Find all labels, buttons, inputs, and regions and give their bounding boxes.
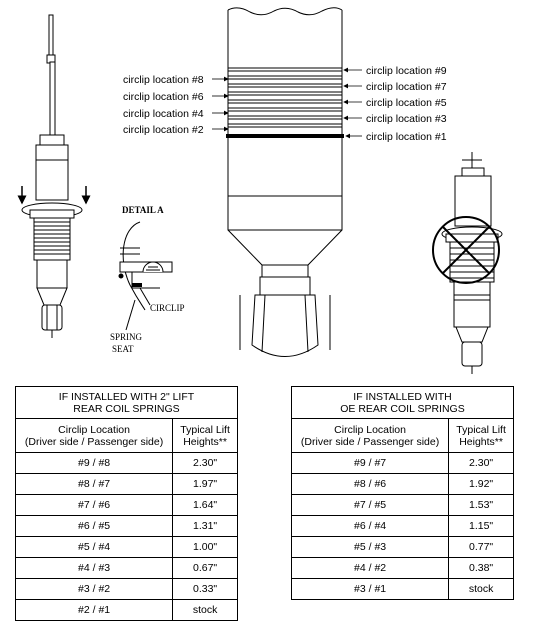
column-header-location-line2: (Driver side / Passenger side) [24,435,164,448]
location-cell: #4 / #3 [16,558,173,579]
table-row [16,600,238,621]
column-header-location-line1: Circlip Location [58,423,130,436]
circlip-label: CIRCLIP [150,303,185,313]
height-cell: 1.92" [449,474,514,495]
column-header-height-line1: Typical Lift [180,423,230,436]
table-title-line1: IF INSTALLED WITH [353,390,452,403]
circlip-label-8: circlip location #8 [123,74,204,86]
height-cell: 1.64" [173,495,238,516]
location-cell: #7 / #5 [292,495,449,516]
table-row [292,516,514,537]
circlip-label-1: circlip location #1 [366,131,447,143]
location-cell: #8 / #6 [292,474,449,495]
height-cell: 2.30" [173,453,238,474]
table-title [16,387,238,419]
column-header-height-line1: Typical Lift [456,423,506,436]
table-row [292,495,514,516]
spring-seat-leader-line [126,300,135,330]
column-header-height-line2: Heights** [183,435,227,448]
height-cell: 0.38" [449,558,514,579]
column-header-height [449,419,514,453]
location-cell: #3 / #2 [16,579,173,600]
location-cell: #2 / #1 [16,600,173,621]
circlip-grooves [228,68,342,127]
location-cell: #4 / #2 [292,558,449,579]
shock-absorber-right [442,152,502,374]
circlip-label-5: circlip location #5 [366,97,447,109]
table-row [292,558,514,579]
circlip-label-7: circlip location #7 [366,81,447,93]
height-cell: 1.97" [173,474,238,495]
location-cell: #8 / #7 [16,474,173,495]
height-cell: 1.15" [449,516,514,537]
table-title-line2: OE REAR COIL SPRINGS [340,402,465,415]
location-cell: #9 / #8 [16,453,173,474]
location-cell: #6 / #5 [16,516,173,537]
height-cell: 0.77" [449,537,514,558]
threaded-body-left [34,218,70,260]
circlip-label-3: circlip location #3 [366,113,447,125]
table-row [16,453,238,474]
location-cell: #3 / #1 [292,579,449,600]
height-cell: 1.31" [173,516,238,537]
table-row [292,474,514,495]
height-cell: 1.00" [173,537,238,558]
height-cell: 1.53" [449,495,514,516]
height-cell: 2.30" [449,453,514,474]
oe-springs-table [291,386,514,600]
circlip-label-6: circlip location #6 [123,91,204,103]
column-header-location [292,419,449,453]
circlip-installed [226,134,344,138]
table-row [16,579,238,600]
circlip-label-4: circlip location #4 [123,108,204,120]
table-row [16,474,238,495]
lift-springs-table [15,386,238,621]
detail-a-title: DETAIL A [122,205,164,215]
column-header-location-line1: Circlip Location [334,423,406,436]
seat-label: SEAT [112,344,134,354]
table-row [16,558,238,579]
circlip-leader-line [140,288,150,305]
location-cell: #9 / #7 [292,453,449,474]
location-cell: #5 / #3 [292,537,449,558]
table-title-line1: IF INSTALLED WITH 2" LIFT [58,390,195,403]
column-header-height-line2: Heights** [459,435,503,448]
height-cell: 0.33" [173,579,238,600]
location-cell: #6 / #4 [292,516,449,537]
table-row [16,495,238,516]
height-cell: stock [449,579,514,600]
table-row [16,537,238,558]
circlip-label-9: circlip location #9 [366,65,447,77]
spring-label: SPRING [110,332,143,342]
table-title [292,387,514,419]
circlip-marker [132,283,142,287]
table-row [292,579,514,600]
shock-body-center [228,8,342,357]
circlip-label-2: circlip location #2 [123,124,204,136]
table-row [292,453,514,474]
table-title-line2: REAR COIL SPRINGS [73,402,180,415]
location-cell: #5 / #4 [16,537,173,558]
height-cell: 0.67" [173,558,238,579]
column-header-location [16,419,173,453]
location-cell: #7 / #6 [16,495,173,516]
table-row [16,516,238,537]
height-cell: stock [173,600,238,621]
table-row [292,537,514,558]
column-header-location-line2: (Driver side / Passenger side) [300,435,440,448]
shock-absorber-left [22,15,82,338]
column-header-height [173,419,238,453]
